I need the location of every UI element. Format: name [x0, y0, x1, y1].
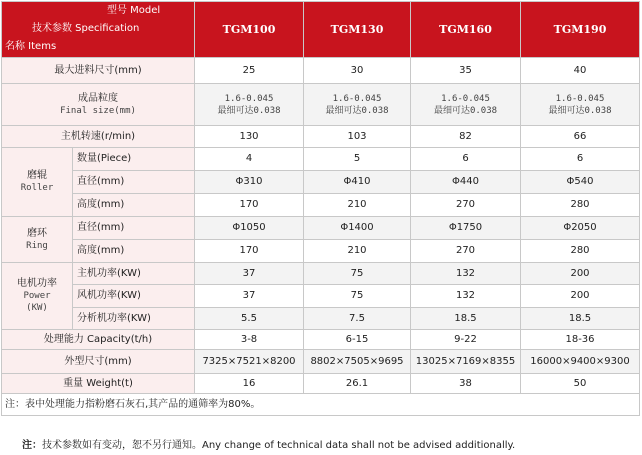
- table-cell: 6-15: [304, 330, 411, 350]
- table-cell: 8802×7505×9695: [304, 350, 411, 374]
- table-cell: 37: [195, 285, 304, 308]
- table-cell: 132: [411, 285, 521, 308]
- final-size-row: [2, 84, 640, 126]
- table-cell: 18-36: [521, 330, 640, 350]
- footnote: [22, 436, 515, 451]
- ring-height-row: [2, 240, 640, 263]
- table-cell: 210: [304, 194, 411, 217]
- table-cell: Φ440: [411, 171, 521, 194]
- fan-motor-row: [2, 285, 640, 308]
- table-cell: 25: [195, 58, 304, 84]
- model-header: TGM130: [304, 2, 411, 58]
- row-label: 直径(mm): [73, 171, 195, 194]
- table-cell: 6: [411, 148, 521, 171]
- capacity-row: [2, 330, 640, 350]
- table-cell: 1.6-0.045 最细可达0.038: [411, 84, 521, 126]
- table-cell: 132: [411, 263, 521, 285]
- table-cell: Φ310: [195, 171, 304, 194]
- table-cell: 6: [521, 148, 640, 171]
- row-label: 数量(Piece): [73, 148, 195, 171]
- speed-row: [2, 126, 640, 148]
- table-note-row: [2, 394, 640, 416]
- table-cell: 38: [411, 374, 521, 394]
- final-size-label-en: Final size(mm): [60, 105, 136, 116]
- corner-model-label: 型号 Model: [107, 5, 161, 16]
- row-label: 重量 Weight(t): [2, 374, 195, 394]
- table-cell: 210: [304, 240, 411, 263]
- table-cell: 40: [521, 58, 640, 84]
- table-cell: 26.1: [304, 374, 411, 394]
- header-row: [2, 2, 640, 58]
- ring-group-label: 磨环 Ring: [2, 217, 73, 263]
- row-label: 直径(mm): [73, 217, 195, 240]
- weight-row: [2, 374, 640, 394]
- table-cell: Φ1050: [195, 217, 304, 240]
- table-cell: 130: [195, 126, 304, 148]
- row-label: 外型尺寸(mm): [2, 350, 195, 374]
- roller-height-row: [2, 194, 640, 217]
- spec-table: [1, 1, 640, 416]
- roller-diameter-row: [2, 171, 640, 194]
- model-header: TGM160: [411, 2, 521, 58]
- table-cell: 30: [304, 58, 411, 84]
- table-cell: Φ1750: [411, 217, 521, 240]
- table-cell: 13025×7169×8355: [411, 350, 521, 374]
- table-cell: 1.6-0.045 最细可达0.038: [521, 84, 640, 126]
- footnote-prefix: 注：: [22, 440, 42, 451]
- table-cell: 16000×9400×9300: [521, 350, 640, 374]
- row-label: 处理能力 Capacity(t/h): [2, 330, 195, 350]
- table-cell: 9-22: [411, 330, 521, 350]
- final-size-label-cn: 成品粒度: [78, 92, 118, 104]
- row-label: 高度(mm): [73, 240, 195, 263]
- model-header: TGM100: [195, 2, 304, 58]
- table-cell: Φ410: [304, 171, 411, 194]
- table-cell: 200: [521, 285, 640, 308]
- row-label: 主机转速(r/min): [2, 126, 195, 148]
- corner-header: [2, 2, 195, 58]
- table-cell: 35: [411, 58, 521, 84]
- power-group-label: 电机功率 Power (KW): [2, 263, 73, 330]
- table-cell: 103: [304, 126, 411, 148]
- ring-diameter-row: [2, 217, 640, 240]
- table-cell: 170: [195, 194, 304, 217]
- row-label: 最大进料尺寸(mm): [2, 58, 195, 84]
- table-cell: Φ540: [521, 171, 640, 194]
- table-note: 注：表中处理能力指粉磨石灰石,其产品的通筛率为80%。: [2, 394, 640, 416]
- row-label: 主机功率(KW): [73, 263, 195, 285]
- table-cell: 66: [521, 126, 640, 148]
- table-cell: 5: [304, 148, 411, 171]
- roller-group-label: 磨辊 Roller: [2, 148, 73, 217]
- table-cell: 18.5: [411, 308, 521, 330]
- table-cell: 170: [195, 240, 304, 263]
- dimension-row: [2, 350, 640, 374]
- table-cell: 280: [521, 194, 640, 217]
- table-cell: Φ1400: [304, 217, 411, 240]
- table-cell: 7325×7521×8200: [195, 350, 304, 374]
- table-cell: 82: [411, 126, 521, 148]
- roller-quantity-row: [2, 148, 640, 171]
- corner-spec-label: 技术参数 Specification: [32, 23, 140, 34]
- table-cell: 7.5: [304, 308, 411, 330]
- row-label: 风机功率(KW): [73, 285, 195, 308]
- footnote-text: 技术参数如有变动，恕不另行通知。Any change of technical data shall not be advised additionally.: [42, 440, 516, 451]
- row-label: [2, 84, 195, 126]
- table-cell: 75: [304, 285, 411, 308]
- table-cell: 1.6-0.045 最细可达0.038: [304, 84, 411, 126]
- model-header: TGM190: [521, 2, 640, 58]
- table-cell: Φ2050: [521, 217, 640, 240]
- table-cell: 5.5: [195, 308, 304, 330]
- table-cell: 16: [195, 374, 304, 394]
- row-label: 高度(mm): [73, 194, 195, 217]
- table-cell: 37: [195, 263, 304, 285]
- table-cell: 280: [521, 240, 640, 263]
- table-cell: 50: [521, 374, 640, 394]
- max-feed-row: [2, 58, 640, 84]
- table-cell: 3-8: [195, 330, 304, 350]
- table-cell: 200: [521, 263, 640, 285]
- main-motor-row: [2, 263, 640, 285]
- table-cell: 1.6-0.045 最细可达0.038: [195, 84, 304, 126]
- table-cell: 270: [411, 194, 521, 217]
- classifier-motor-row: [2, 308, 640, 330]
- table-cell: 18.5: [521, 308, 640, 330]
- table-cell: 75: [304, 263, 411, 285]
- corner-items-label: 名称 Items: [5, 41, 57, 52]
- table-cell: 270: [411, 240, 521, 263]
- row-label: 分析机功率(KW): [73, 308, 195, 330]
- table-cell: 4: [195, 148, 304, 171]
